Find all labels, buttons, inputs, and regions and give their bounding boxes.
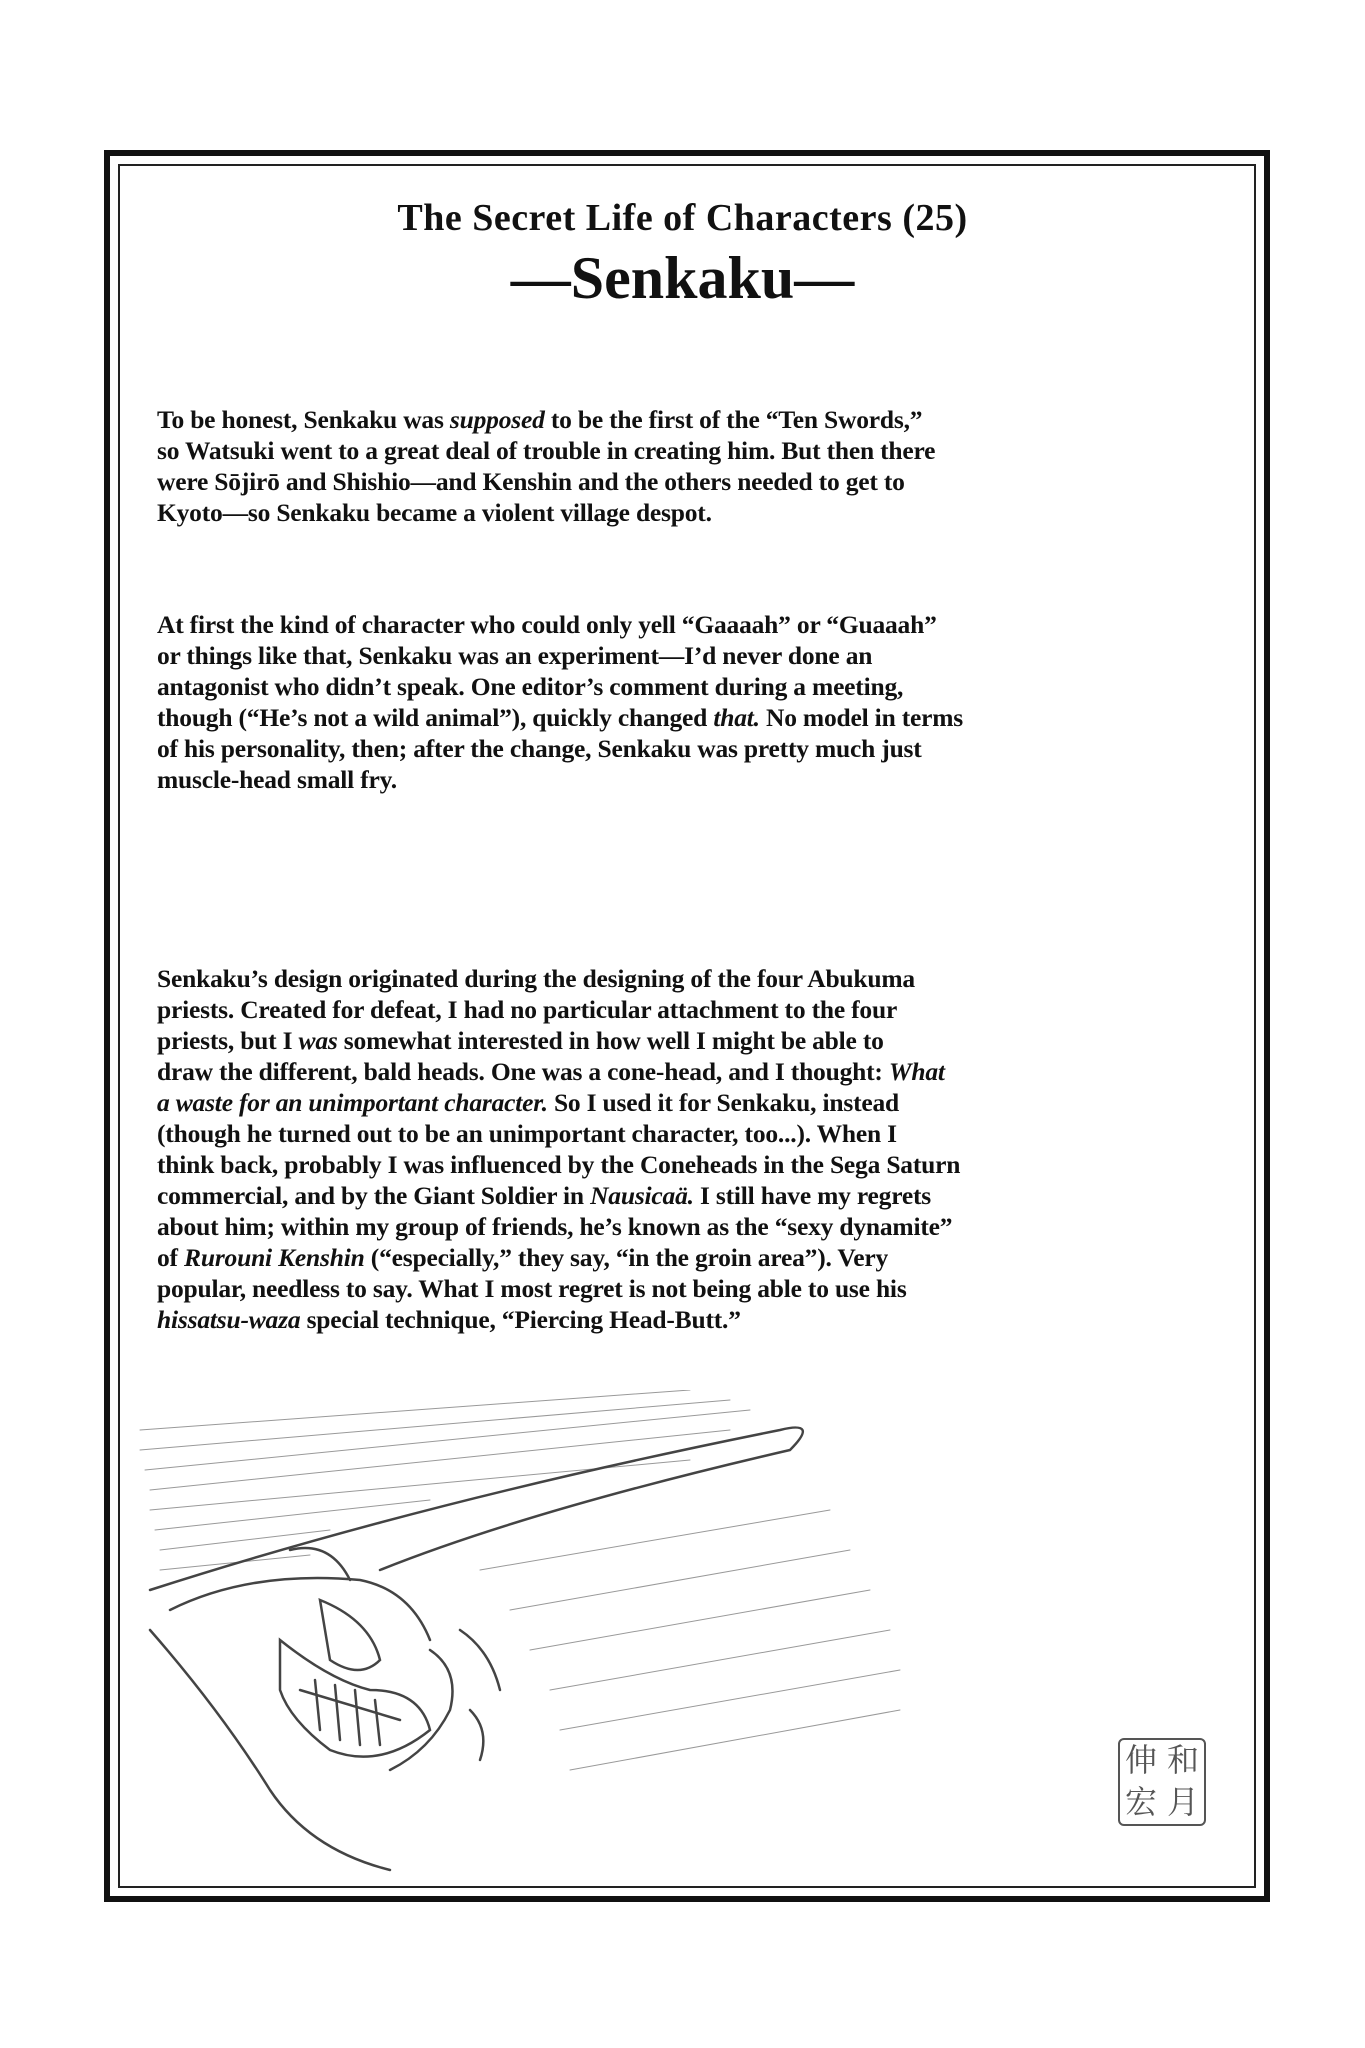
italic-text: Rurouni Kenshin [184,1243,365,1272]
text-line [157,994,960,1025]
text-segment: priests. Created for defeat, I had no particular attachment to the four [157,995,898,1024]
text-segment: of his personality, then; after the change, Senkaku was pretty much just [157,734,922,763]
text-line [157,609,963,640]
text-line [157,1087,960,1118]
text-segment: To be honest, Senkaku was [157,405,450,434]
text-line [157,1180,960,1211]
text-segment: to be the first of the “Ten Swords,” [544,405,923,434]
text-line [157,1025,960,1056]
text-line [157,404,935,435]
text-segment: think back, probably I was influenced by the Coneheads in the Sega Saturn [157,1150,961,1179]
text-segment: or things like that, Senkaku was an experiment—I’d never done an [157,641,873,670]
text-segment: though (“He’s not a wild animal”), quickly changed [157,703,714,732]
text-segment: Kyoto—so Senkaku became a violent village despot. [157,498,712,527]
text-segment: popular, needless to say. What I most regret is not being able to use his [157,1274,907,1303]
text-line [157,640,963,671]
paragraph-2 [157,609,963,795]
text-segment: muscle-head small fry. [157,765,397,794]
text-line [157,1118,960,1149]
text-segment: (though he turned out to be an unimportant character, too...). When I [157,1119,897,1148]
text-segment: draw the different, bald heads. One was a cone-head, and I thought: [157,1057,889,1086]
italic-text: was [298,1026,338,1055]
text-line [157,764,963,795]
seal-char: 月 [1166,1783,1199,1821]
text-segment: So I used it for Senkaku, instead [547,1088,900,1117]
text-segment: about him; within my group of friends, he’s known as the “sexy dynamite” [157,1212,953,1241]
seal-char: 和 [1166,1741,1199,1779]
text-line [157,1304,960,1335]
paragraph-1 [157,404,935,528]
text-segment: special technique, “Piercing Head-Butt.” [300,1305,741,1334]
text-line [157,671,963,702]
text-line [157,497,935,528]
text-line [157,466,935,497]
text-segment: At first the kind of character who could only yell “Gaaaah” or “Guaaah” [157,610,937,639]
italic-text: that. [713,703,760,732]
text-line [157,1242,960,1273]
italic-text: supposed [449,405,545,434]
page-subtitle: —Senkaku— [510,245,855,311]
artist-seal-stamp [1118,1738,1206,1826]
text-line [157,1149,960,1180]
italic-text: Nausicaä. [590,1181,694,1210]
text-line [157,435,935,466]
page-title: The Secret Life of Characters (25) [397,197,968,239]
text-segment: I still have my regrets [693,1181,932,1210]
paragraph-3 [157,963,960,1335]
text-segment: antagonist who didn’t speak. One editor’s comment during a meeting, [157,672,904,701]
italic-text: a waste for an unimportant character. [157,1088,548,1117]
seal-char: 伸 [1124,1741,1157,1779]
seal-char: 宏 [1124,1783,1157,1821]
text-segment: were Sōjirō and Shishio—and Kenshin and the others needed to get to [157,467,905,496]
text-segment: of [157,1243,185,1272]
text-segment: somewhat interested in how well I might be able to [337,1026,884,1055]
senkaku-sketch-illustration [130,1390,910,1880]
text-line [157,733,963,764]
text-segment: Senkaku’s design originated during the designing of the four Abukuma [157,964,915,993]
text-line [157,963,960,994]
text-line [157,702,963,733]
text-line [157,1211,960,1242]
italic-text: hissatsu-waza [157,1305,301,1334]
text-segment: (“especially,” they say, “in the groin area”). Very [364,1243,889,1272]
text-segment: commercial, and by the Giant Soldier in [157,1181,591,1210]
italic-text: What [888,1057,945,1086]
text-segment: priests, but I [157,1026,299,1055]
text-line [157,1273,960,1304]
text-line [157,1056,960,1087]
text-segment: No model in terms [759,703,964,732]
text-segment: so Watsuki went to a great deal of trouble in creating him. But then there [157,436,936,465]
